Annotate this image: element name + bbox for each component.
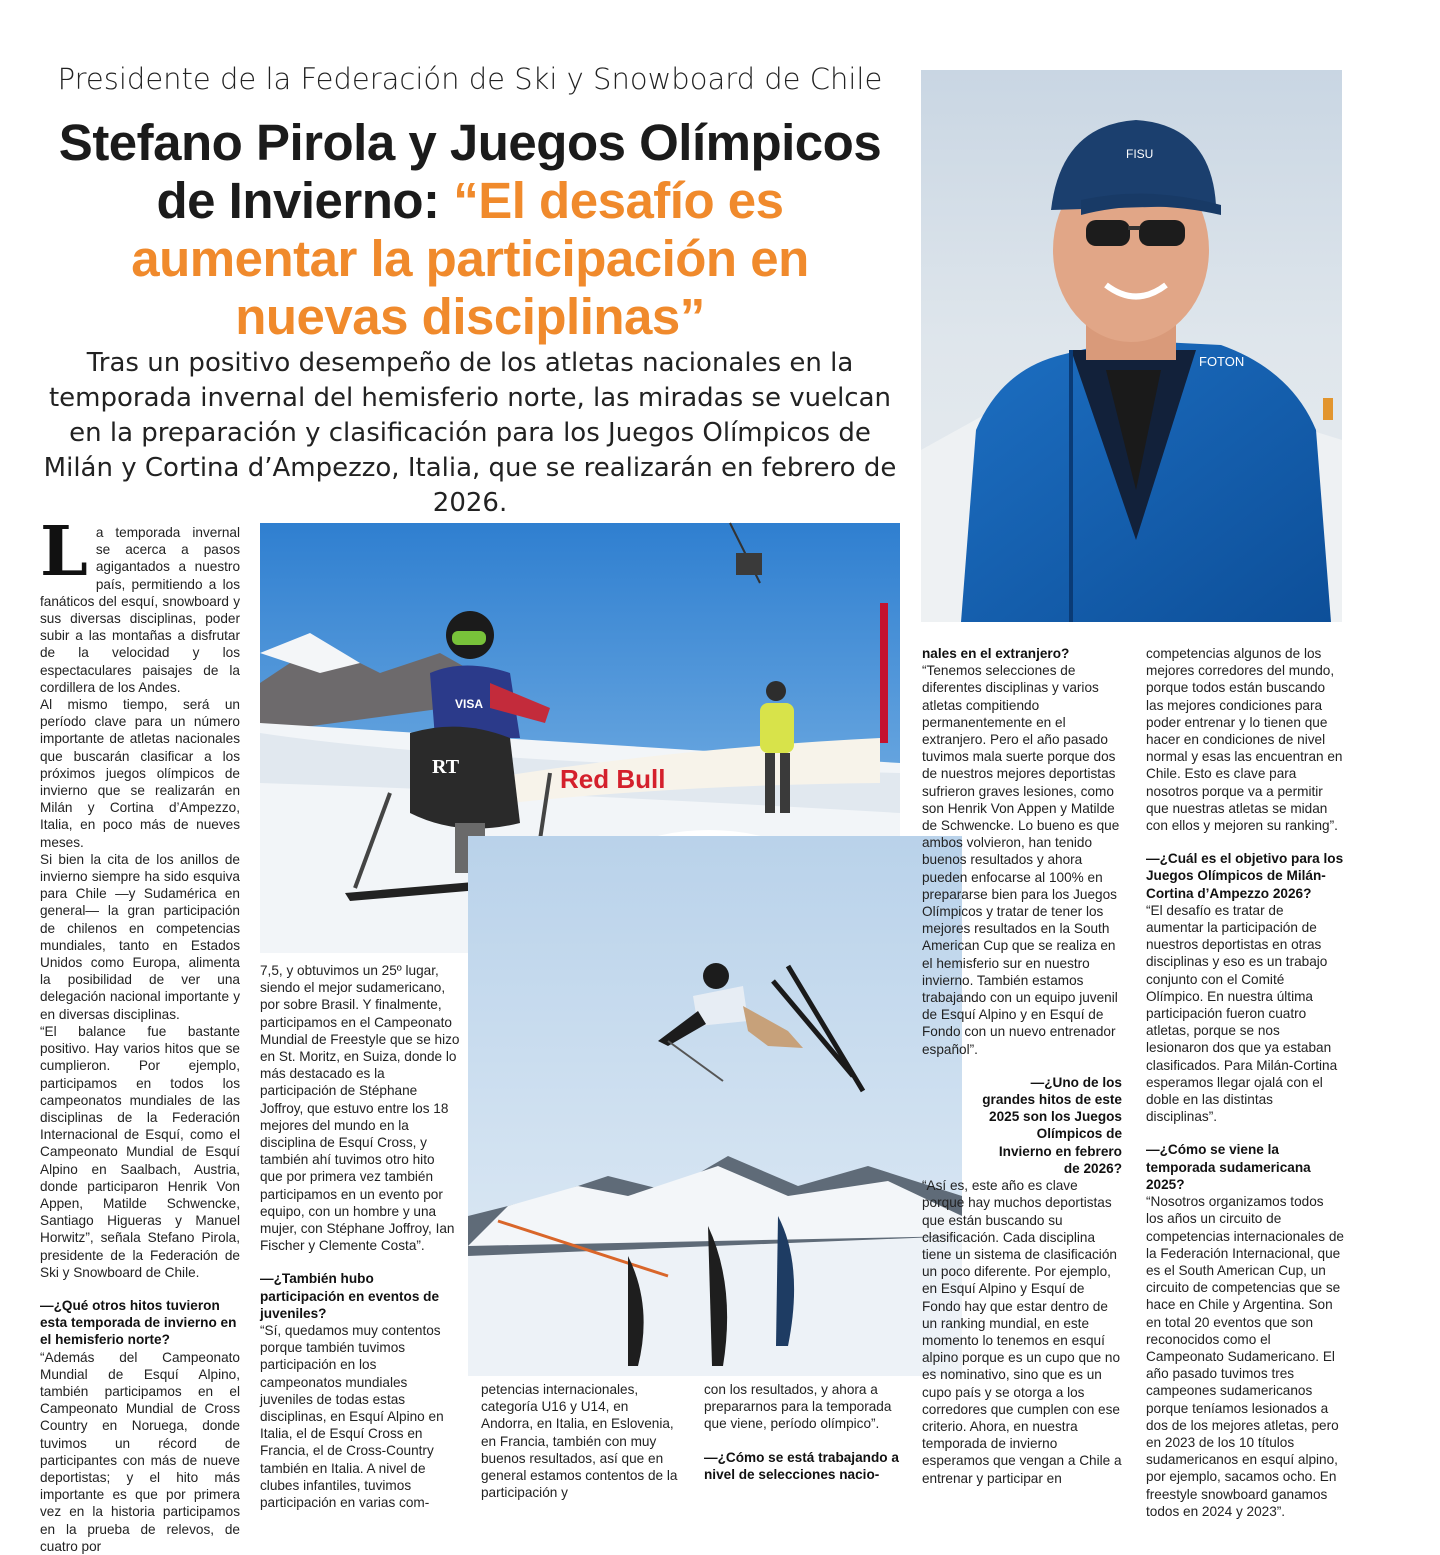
col4-paragraph-1: con los resultados, y ahora a prepararnos para la temporada que viene, período olímpico”.: [704, 1382, 892, 1432]
portrait-photo: [921, 70, 1342, 622]
col6-paragraph-2: “El desafío es tratar de aumentar la participación de nuestros deportistas en otras disciplinas y eso es un trabajo conjunto con el Comité Olímpico. En nuestra última participación fueron cuatro atletas, porque se nos lesionaron dos que ya estaban clasificados. Para Milán-Cortina esperamos llegar ojalá con el doble en las distintas disciplinas”.: [1146, 902, 1338, 1125]
col1-paragraph-4: “El balance fue bastante positivo. Hay varios hitos que se cumplieron. Por ejemplo, participamos en todos los campeonatos mundiales de las disciplinas de la Federación Internacional de Esquí, como el Campeonato Mundial de Esquí Alpino en Saalbach, Austria, donde participaron Henrik Von Appen, Matilde Schwencke, Santiago Higueras y Manuel Horwitz”, señala Stefano Pirola, presidente de la Federación de Ski y Snowboard de Chile.: [40, 1023, 240, 1280]
col2-paragraph-2: “Sí, quedamos muy contentos porque también tuvimos participación en los campeonatos mundiales juveniles de todas estas disciplinas, en Esquí Alpino en Italia, el de Esquí Cross en Francia, el de Cross-Country también en Italia. A nivel de clubes infantiles, tuvimos participación en varias com-: [260, 1323, 444, 1511]
column-2: [260, 962, 460, 1511]
column-1: [40, 512, 240, 1555]
drop-cap: L: [40, 512, 88, 592]
column-4: [704, 1381, 909, 1483]
col5-paragraph-2: “Así es, este año es clave porque hay muchos deportistas que están buscando su clasificación. Cada disciplina tiene un sistema de clasificación un poco diferente. Por ejemplo, en Esquí Alpino y Esquí de Fondo hay que estar dentro de un ranking mundial, en este momento lo tenemos en esquí alpino porque es un cupo que no es nominativo, sino que es un cupo país y se otorga a los corredores que cumplen con ese criterio. Ahora, en nuestra temporada de invierno esperamos que vengan a Chile a entrenar y participar en: [922, 1178, 1122, 1486]
col5-question-1: nales en el extranjero?: [922, 646, 1070, 661]
col3-paragraph-1: petencias internacionales, categoría U16 y U14, en Andorra, en Italia, en Eslovenia, en Francia, también con muy buenos resultados, así que en general estamos contentos de la participación y: [481, 1382, 678, 1501]
col1-paragraph-2: Al mismo tiempo, será un período clave para un número importante de atletas nacionales que buscarán clasificar a los próximos juegos olímpicos de invierno que se realizarán en Milán y Cortina d’Ampezzo, Italia, en poco más de nueves meses.: [40, 697, 240, 850]
col1-paragraph-5: “Además del Campeonato Mundial de Esquí Alpino, también participamos en el Campeonato Mundial de Cross Country en Noruega, donde tuvimos un récord de participantes con más de nueve deportistas; y el hito más importante es que por primera vez en la historia participamos en la prueba de relevos, de cuatro por: [40, 1349, 240, 1554]
bib-text: VISA: [455, 697, 484, 711]
column-5: [922, 645, 1122, 1487]
column-6: [1146, 645, 1344, 1520]
jacket-logo-text: FOTON: [1199, 354, 1245, 369]
banner-text: Red Bull: [560, 764, 666, 794]
col1-paragraph-1: a temporada invernal se acerca a pasos agigantados a nuestro país, permitiendo a los fanáticos del esquí, snowboard y sus diversas disciplinas, poder subir a las montañas a disfrutar de la velocidad y los espectaculares paisajes de la cordillera de los Andes.: [40, 525, 240, 695]
cap-logo-text: FISU: [1126, 147, 1154, 161]
col1-paragraph-3: Si bien la cita de los anillos de invierno siempre ha sido esquiva para Chile —y Sudamérica en general— la gran participación de chilenos en competencias mundiales, tanto en Estados Unidos como Europa, alimenta la posibilidad de ver una delegación nacional importante y en diversas disciplinas.: [40, 851, 240, 1022]
headline-quote-start: “El desafío es: [453, 172, 784, 229]
lede: Tras un positivo desempeño de los atletas nacionales en la temporada invernal del hemisferio norte, las miradas se vuelcan en la preparación y clasificación para los Juegos Olímpicos de Milán y Cortina d’Ampezzo, Italia, que se realizarán en febrero de 2026.: [43, 348, 897, 518]
col6-question-2: —¿Cómo se viene la temporada sudamericana 2025?: [1146, 1142, 1311, 1192]
headline-line4: nuevas disciplinas”: [235, 288, 705, 345]
headline-line3: aumentar la participación en: [131, 230, 809, 287]
headline-line2-dark: de Invierno:: [156, 172, 454, 229]
col5-paragraph-1: “Tenemos selecciones de diferentes disciplinas y varios atletas compitiendo permanentemente en el extranjero. Pero el año pasado tuvimos mala suerte porque dos de nuestros mejores deportistas sufrieron graves lesiones, como son Henrik Von Appen y Matilde de Schwencke. Lo bueno es que ambos volvieron, han tenido buenos resultados y ahora pueden enfocarse al 100% en prepararse bien para los Juegos Olímpicos y tratar de tener los mejores resultados en la South American Cup que se realiza en el hemisferio sur en nuestro invierno. También estamos trabajando con un equipo juvenil de Esquí Alpino y en Esquí de Fondo con un nuevo entrenador español”.: [922, 663, 1120, 1057]
column-3: [481, 1381, 683, 1501]
kicker: Presidente de la Federación de Ski y Snowboard de Chile: [57, 62, 883, 96]
col2-paragraph-1: 7,5, y obtuvimos un 25º lugar, siendo el mejor sudamericano, por sobre Brasil. Y finalmente, participamos en el Campeonato Mundial de Freestyle que se hizo en St. Moritz, en Suiza, donde lo más destacado es la participación de Stéphane Joffroy, que estuvo entre los 18 mejores del mundo en la disciplina de Esquí Cross, y también ahí tuvimos otro hito que por primera vez también participamos en un evento por equipo, con un hombre y una mujer, con Stéphane Joffroy, Ian Fischer y Clemente Costa”.: [260, 963, 460, 1254]
col6-paragraph-3: “Nosotros organizamos todos los años un circuito de competencias internacionales de la Federación Internacional, que es el South American Cup, un circuito de competencias que se hace en Chile y Argentina. Son en total 20 eventos que son reconocidos como el Campeonato Sudamericano. El año pasado tuvimos tres campeones sudamericanos porque teníamos lesionados a dos de los mejores atletas, pero en 2023 de los 10 títulos sudamericanos en esquí alpino, por ejemplo, sacamos ocho. En freestyle snowboard ganamos todos en 2024 y 2023”.: [1146, 1194, 1344, 1519]
col4-question-1: —¿Cómo se está trabajando a nivel de selecciones nacio-: [704, 1449, 899, 1482]
aerial-photo: [462, 830, 956, 1370]
col1-question-1: —¿Qué otros hitos tuvieron esta temporada de invierno en el hemisferio norte?: [40, 1297, 237, 1348]
headline-line1: Stefano Pirola y Juegos Olímpicos: [58, 114, 882, 171]
headline: [40, 114, 900, 346]
col2-question-1: —¿También hubo participación en eventos de juveniles?: [260, 1271, 440, 1321]
col6-paragraph-1: competencias algunos de los mejores corredores del mundo, porque todos están buscando las mejores condiciones para poder entrenar y lo tienen que hacer en condiciones de nivel normal y esas las encuentran en Chile. Esto es clave para nosotros porque va a permitir que nuestras atletas se midan con ellos y mejoren su ranking”.: [1146, 646, 1343, 834]
col5-question-2: —¿Uno de los grandes hitos de este 2025 son los Juegos Olímpicos de Invierno en febrero de 2026?: [982, 1074, 1122, 1176]
suit-text: RT: [432, 756, 460, 778]
col6-question-1: —¿Cuál es el objetivo para los Juegos Olímpicos de Milán-Cortina d’Ampezzo 2026?: [1146, 851, 1344, 901]
